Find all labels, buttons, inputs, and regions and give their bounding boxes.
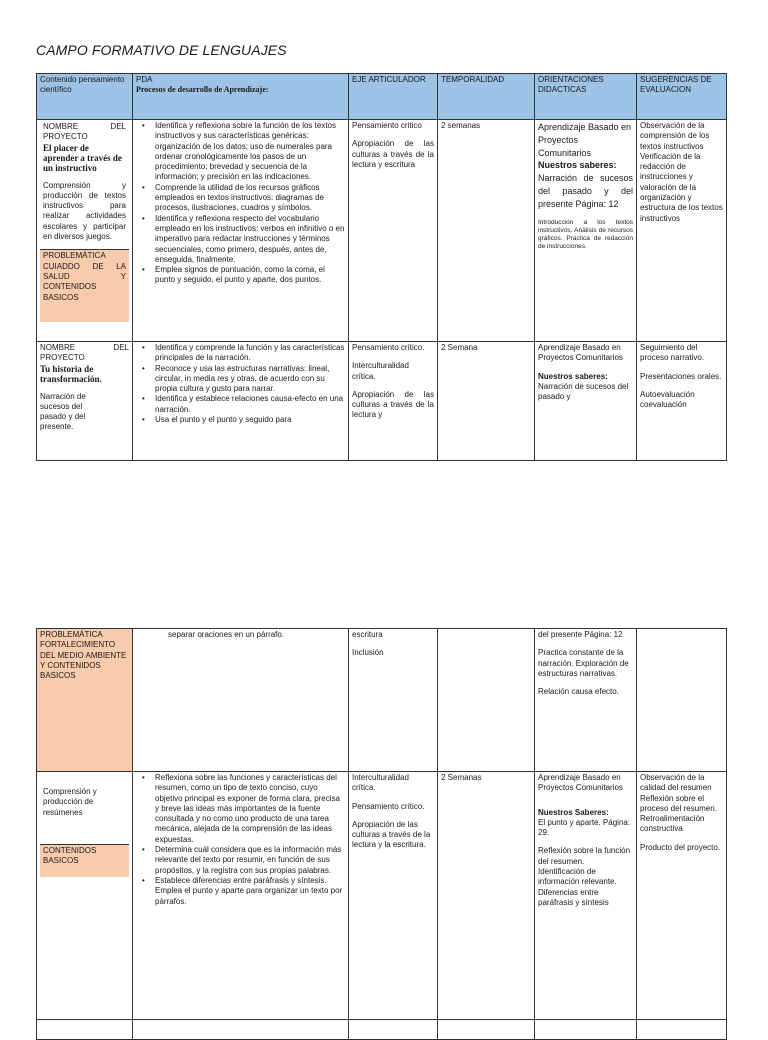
pda-item: separar oraciones en un párrafo. <box>168 630 285 639</box>
pda-cell <box>133 1020 349 1040</box>
problem-block: CONTENIDOS BASICOS <box>40 844 129 877</box>
project-name-label: NOMBRE DEL PROYECTO <box>40 343 129 363</box>
orientaciones-cell <box>535 342 637 461</box>
eje-cell <box>349 342 438 461</box>
eval-item: Seguimiento del proceso narrativo. <box>640 343 705 363</box>
eje-item: Interculturalidad crítica. <box>352 773 409 793</box>
orientaciones-cell <box>535 1020 637 1040</box>
project-name-label: NOMBRE DEL PROYECTO <box>43 122 126 142</box>
pda-cell <box>133 772 349 1020</box>
orient-main: Aprendizaje Basado en Proyectos Comunitarios <box>538 122 632 158</box>
problem-block: PROBLEMÁTICA CUIADDO DE LA SALUD Y CONTENIDOS BASICOS <box>40 249 129 322</box>
temporalidad-cell <box>438 629 535 772</box>
eje-item: escritura <box>352 630 383 639</box>
orient-saberes: Narración de sucesos del pasado y del presente Página: 12 <box>538 173 633 209</box>
temporalidad-cell: 2 semanas <box>438 120 535 342</box>
table-row <box>37 1020 727 1040</box>
content-description: Comprensión y producción de resúmenes <box>43 787 97 817</box>
eje-item: Pensamiento crítico. <box>352 801 425 811</box>
content-cell <box>37 772 133 1020</box>
eval-item: Presentaciones orales. <box>640 371 722 381</box>
pda-item: • Establece diferencias entre paráfrasis y síntesis. Emplea el punto y aparte para organizar un texto por párrafos. <box>155 876 345 907</box>
eje-item: Interculturalidad crítica. <box>352 361 409 381</box>
pda-item: • Identifica y comprende la función y las características principales de la narración. <box>155 343 345 364</box>
pda-item: • Identifica y establece relaciones causa-efecto en una narración. <box>155 394 345 415</box>
pda-item: • Comprende la utilidad de los recursos gráficos empleados en textos instructivos: diagramas de procesos, ilustraciones, cuadros y símbolos. <box>155 183 345 214</box>
orient-small: Introducción a los textos instructivos. Análisis de recursos gráficos. Practica de redacción de instrucciones. <box>538 218 633 250</box>
orientaciones-cell <box>535 120 637 342</box>
evaluation-cell <box>637 342 727 461</box>
orient-item: del presente Página: 12 <box>538 630 623 639</box>
content-description: Narración de sucesos del pasado y del presente. <box>40 391 86 432</box>
pda-item: • Reconoce y usa las estructuras narrativas: lineal, circular, in media res y otras, de acuerdo con su propia cultura y gusto para narrar. <box>155 364 345 395</box>
temporalidad-cell <box>438 1020 535 1040</box>
evaluation-cell <box>637 1020 727 1040</box>
header-pda-title: PDA <box>136 75 153 84</box>
evaluation-cell: Observación de la comprensión de los textos instructivos Verificación de la redacción de instrucciones y valoración de la organización y estructura de los textos instructivos <box>637 120 727 342</box>
pda-item: • Emplea signos de puntuación, como la coma, el punto y seguido, el punto y aparte, dos puntos. <box>155 265 345 286</box>
eje-cell <box>349 629 438 772</box>
eval-item: Producto del proyecto. <box>640 842 721 852</box>
pda-cell <box>133 120 349 342</box>
pda-item: • Identifica y reflexiona respecto del vocabulario empleado en los instructivos: verbos en infinitivo o en imperativo para redactar instrucciones y términos secuenciales, como primero, después, antes de, enseguida, finalmente. <box>155 214 345 265</box>
orientaciones-cell <box>535 629 637 772</box>
eje-cell <box>349 772 438 1020</box>
evaluation-cell <box>637 629 727 772</box>
orient-item: Relación causa efecto. <box>538 687 619 697</box>
planning-table-page-2 <box>36 628 727 1040</box>
pda-item: • Identifica y reflexiona sobre la función de los textos instructivos y sus características genéricas: organización de los datos; uso de numerales para ordenar cronológicamente los pasos de un procedimiento; brevedad y secuencia de la información; y precisión en las indicaciones. <box>155 121 345 183</box>
content-cell <box>37 120 133 342</box>
eje-item: Pensamiento crítico. <box>352 343 425 352</box>
eval-item: Observación de la calidad del resumen Reflexión sobre el proceso del resumen. Retroalimentación constructiva <box>640 773 717 834</box>
table-row <box>37 342 727 461</box>
orient-main: Aprendizaje Basado en Proyectos Comunitarios <box>538 773 623 793</box>
header-pda-subtitle: Procesos de desarrollo de Aprendizaje: <box>136 85 269 95</box>
table-header-row <box>37 74 727 120</box>
orient-item: Reflexión sobre la función del resumen. Identificación de información relevante. Diferencias entre paráfrasis y síntesis <box>538 846 631 907</box>
temporalidad-cell: 2 Semana <box>438 342 535 461</box>
orient-item: Practica constante de la narración. Exploración de estructuras narrativas. <box>538 648 629 678</box>
orient-saberes-label: Nuestros saberes: <box>538 371 608 381</box>
eval-item: Autoevaluación coevaluación <box>640 389 695 410</box>
eje-item: Inclusión <box>352 648 384 658</box>
orient-saberes: El punto y aparte. Página: 29. <box>538 817 631 838</box>
orientaciones-cell <box>535 772 637 1020</box>
problem-block: PROBLEMÁTICA FORTALECIMIENTO DEL MEDIO AMBIENTE Y CONTENIDOS BASICOS <box>37 629 133 772</box>
eje-item: Pensamiento critico <box>352 121 422 130</box>
pda-item: • Reflexiona sobre las funciones y características del resumen, como un tipo de texto conciso, cuyo objetivo principal es exponer de forma clara, precisa y breve las ideas más importantes de la fuente consultada y no como uno producto de una tarea mecánica, alejada de la comprensión de las ideas expuestas. <box>155 773 345 845</box>
header-orientaciones: ORIENTACIONES DIDACTICAS <box>535 74 637 120</box>
eje-cell <box>349 1020 438 1040</box>
header-eje: EJE ARTICULADOR <box>349 74 438 120</box>
table-row <box>37 772 727 1020</box>
content-cell <box>37 1020 133 1040</box>
content-cell <box>37 342 133 461</box>
pda-item: • Usa el punto y el punto y seguido para <box>155 415 345 425</box>
header-pda <box>133 74 349 120</box>
orient-saberes-label: Nuestros saberes: <box>538 160 617 171</box>
eje-item: Apropiación de las culturas a través de la lectura y escritura <box>352 139 434 169</box>
content-description: Comprensión y producción de textos instructivos para realizar actividades escolares y participar en diversos juegos. <box>43 180 126 242</box>
page-title: CAMPO FORMATIVO DE LENGUAJES <box>36 42 287 58</box>
eje-item: Apropiación de las culturas a través de la lectura y <box>352 389 434 420</box>
evaluation-cell <box>637 772 727 1020</box>
planning-table-page-1 <box>36 73 727 461</box>
header-temporalidad: TEMPORALIDAD <box>438 74 535 120</box>
project-name: El placer de aprender a través de un instructivo <box>43 142 122 173</box>
header-sugerencias: SUGERENCIAS DE EVALUACION <box>637 74 727 120</box>
orient-main: Aprendizaje Basado en Proyectos Comunitarios <box>538 343 623 363</box>
temporalidad-cell: 2 Semanas <box>438 772 535 1020</box>
pda-item: • Determina cuál considera que es la información más relevante del texto por resumir, en función de sus propósitos, y la registra con sus propias palabras. <box>155 845 345 876</box>
eje-cell <box>349 120 438 342</box>
table-row <box>37 120 727 342</box>
orient-saberes-label: Nuestros Saberes: <box>538 807 609 817</box>
orient-saberes: Narración de sucesos del pasado y <box>538 381 629 402</box>
table-row <box>37 629 727 772</box>
header-content: Contenido pensamiento científico <box>37 74 133 120</box>
pda-cell <box>133 342 349 461</box>
eje-item: Apropiación de las culturas a través de la lectura y la escritura. <box>352 819 431 850</box>
pda-cell <box>133 629 349 772</box>
project-name: Tu historia de transformación. <box>40 363 102 384</box>
